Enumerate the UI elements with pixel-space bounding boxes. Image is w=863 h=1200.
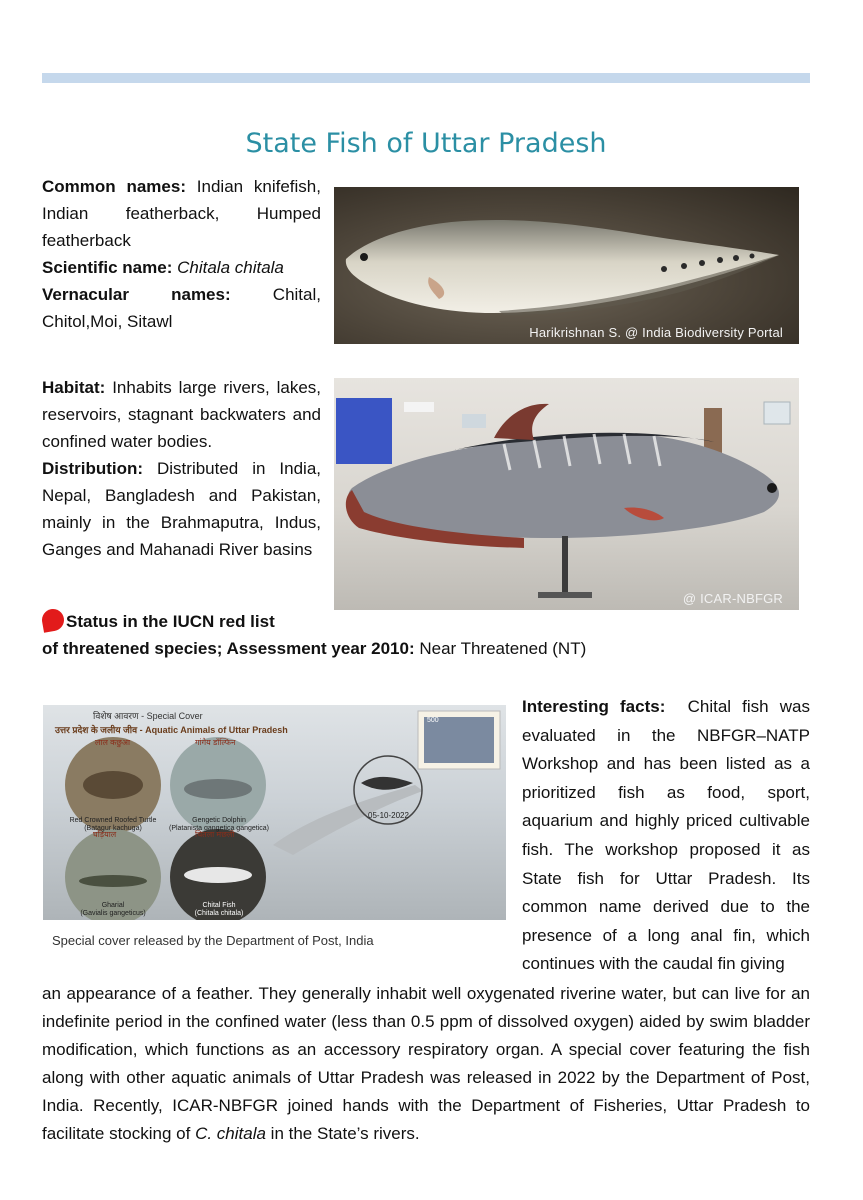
cover-item-2: Gengetic Dolphin (Platanista gangetica gangetica) <box>168 817 269 832</box>
facts-species-italic: C. chitala <box>195 1124 266 1143</box>
distribution-label: Distribution: <box>42 459 144 478</box>
common-names-value: Indian knifefish, Indian featherback, Humped featherback <box>42 177 321 250</box>
photo2-credit: @ ICAR-NBFGR <box>682 591 783 606</box>
facts-full-text-b: in the State’s rivers. <box>265 1124 420 1143</box>
cover-item-4-hindi: चितला मछली <box>195 830 235 839</box>
scientific-name-value: Chitala chitala <box>177 258 284 277</box>
chital-fish-photo <box>334 187 799 344</box>
habitat-value: Inhabits large rivers, lakes, reservoirs, stagnant backwaters and confined water bodies. <box>42 378 321 451</box>
common-names-label: Common names: <box>42 177 186 196</box>
habitat-label: Habitat: <box>42 378 106 397</box>
cover-item-4: Chital Fish (Chitala chitala) <box>194 902 244 917</box>
vernacular-names-label: Vernacular names: <box>42 285 231 304</box>
facts-full-paragraph <box>42 980 810 1148</box>
photo1-credit: Harikrishnan S. @ India Biodiversity Portal <box>529 325 783 340</box>
status-value: Near Threatened (NT) <box>414 639 587 658</box>
facts-label: Interesting facts: <box>522 697 666 716</box>
cover-item-2-hindi: गांगेय डॉल्फिन <box>195 738 236 747</box>
status-label-line2: of threatened species; Assessment year 2010: <box>42 639 415 658</box>
header-rule <box>42 73 810 83</box>
vernacular-names-value: Chital, Chitol,Moi, Sitawl <box>42 285 321 331</box>
cover-header: विशेष आवरण - Special Cover <box>93 711 203 721</box>
fish-illustration-icon <box>334 187 799 344</box>
iucn-status <box>42 608 812 662</box>
postmark-date: 05-10-2022 <box>368 811 409 820</box>
cover-subtitle: उत्तर प्रदेश के जलीय जीव - Aquatic Animals of Uttar Pradesh <box>55 725 288 735</box>
cover-caption: Special cover released by the Department of Post, India <box>52 933 374 948</box>
stamp-value: 500 <box>427 717 439 724</box>
distribution-value: Distributed in India, Nepal, Bangladesh and Pakistan, mainly in the Brahmaputra, Indus, Ganges and Mahanadi River basins <box>42 459 321 559</box>
status-label-line1: Status in the IUCN red list <box>66 612 275 631</box>
status-dot-icon <box>40 607 65 632</box>
cover-item-3-hindi: घड़ियाल <box>93 830 117 839</box>
fish-model-illustration-icon <box>334 378 799 610</box>
facts-full-text-a: an appearance of a feather. They generally inhabit well oxygenated riverine water, but can live for an indefinite period in the confined water (less than 0.5 ppm of dissolved oxygen) aided by swim bladder modification, which functions as an accessory respiratory organ. A special cover featuring the fish along with other aquatic animals of Uttar Pradesh was released in 2022 by the Department of Post, India. Recently, ICAR-NBFGR joined hands with the Department of Fisheries, Uttar Pradesh to facilitate stocking of <box>42 984 810 1143</box>
special-cover-image <box>43 705 506 920</box>
cover-item-3: Gharial (Gavialis gangeticus) <box>80 902 146 917</box>
habitat-block <box>42 374 321 563</box>
cover-item-1-hindi: लाल कछुआ <box>95 738 131 747</box>
scientific-name-label: Scientific name: <box>42 258 173 277</box>
facts-side-column <box>522 693 810 979</box>
names-block <box>42 173 321 335</box>
cover-item-1: Red Crowned Roofed Turtle (Batagur kachuga) <box>69 817 157 832</box>
facts-side-text: Chital fish was evaluated in the NBFGR–NATP Workshop and has been listed as a prioritized fish as food, sport, aquarium and highly priced cultivable fish. The workshop proposed it as State fish for Uttar Pradesh. Its common name derived due to the presence of a long anal fin, which continues with the caudal fin giving <box>522 697 810 974</box>
page-title: State Fish of Uttar Pradesh <box>245 128 607 160</box>
fish-model-photo <box>334 378 799 610</box>
